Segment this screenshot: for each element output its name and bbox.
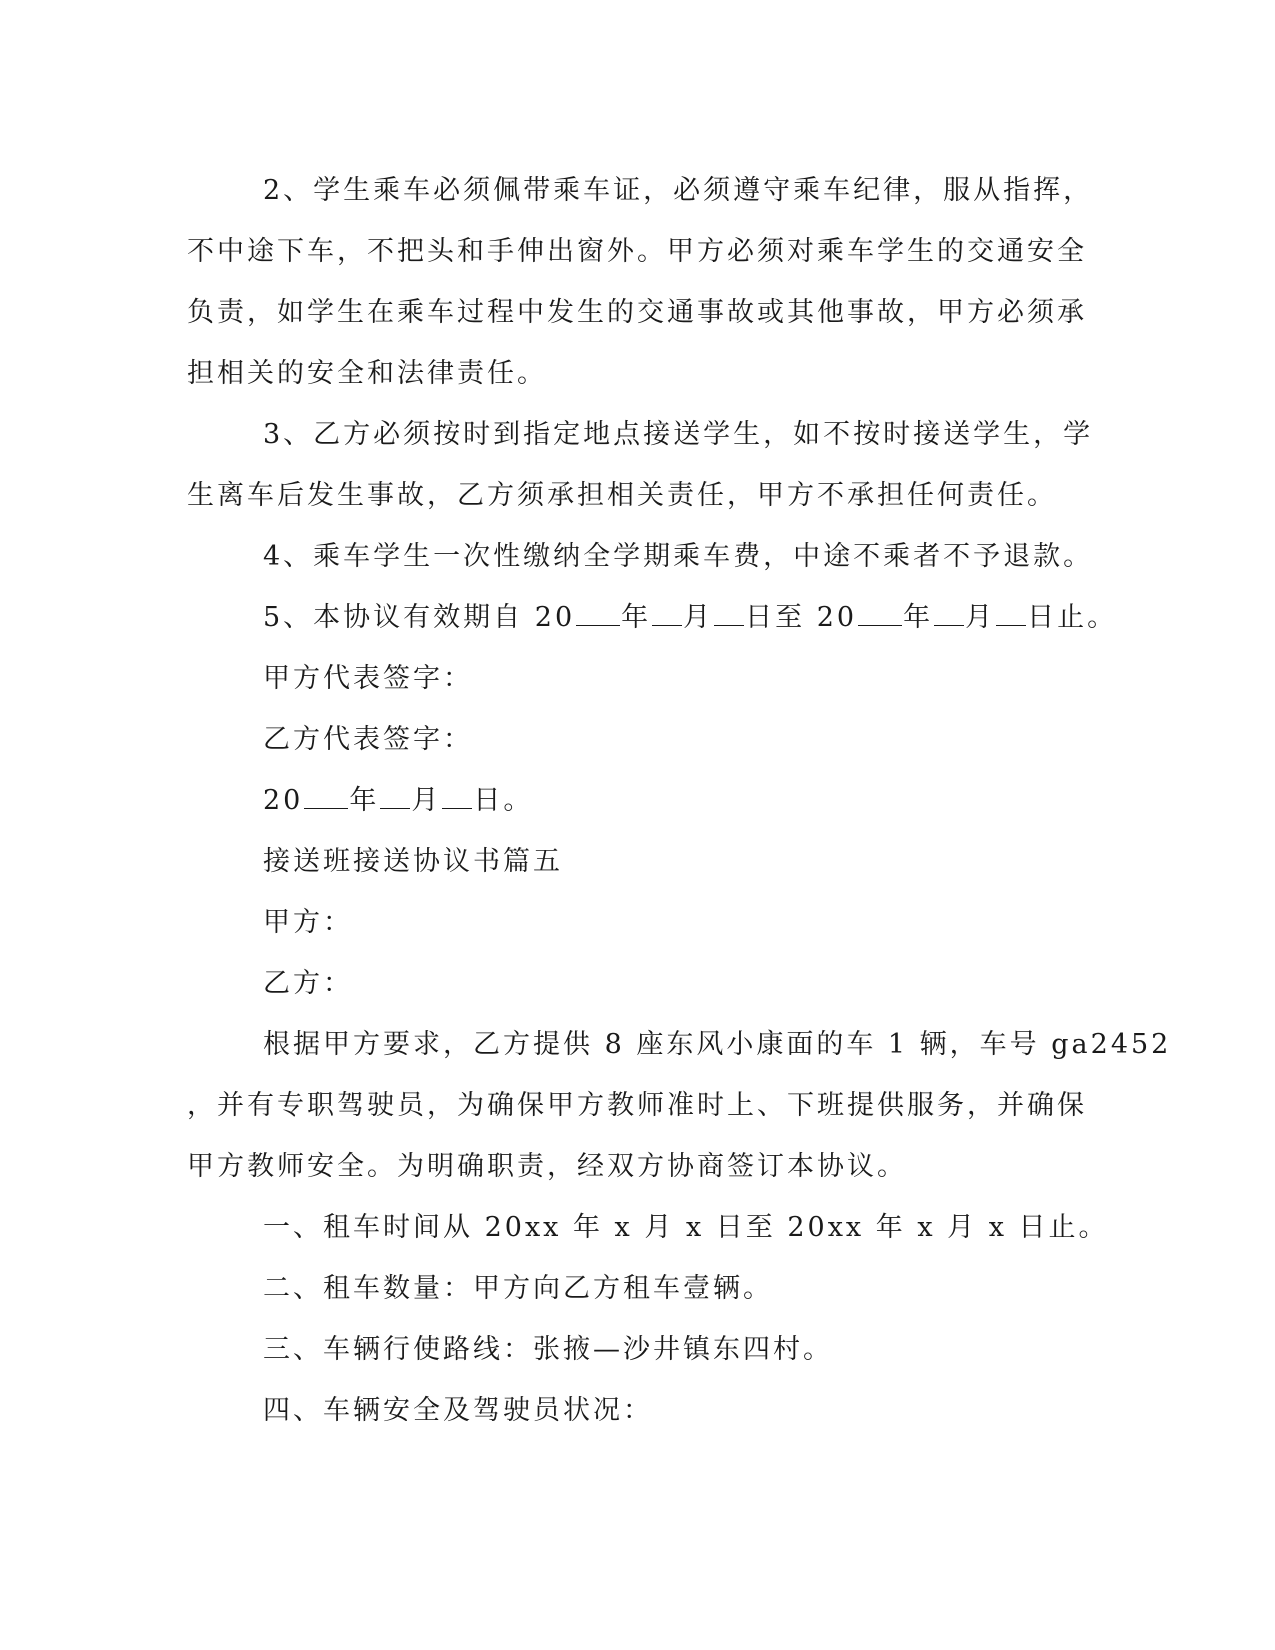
date-month: 月 — [411, 785, 442, 816]
blank-year-end — [858, 595, 902, 626]
clause-4: 4、乘车学生一次性缴纳全学期乘车费，中途不乘者不予退款。 — [263, 541, 1094, 572]
blank-month-end — [934, 595, 964, 626]
party-a-label: 甲方： — [263, 907, 353, 938]
blank-date-year — [304, 778, 348, 809]
clause-5-validity — [187, 587, 1118, 648]
date-prefix: 20 — [263, 785, 304, 816]
clause-2-line-1: 2、学生乘车必须佩带乘车证，必须遵守乘车纪律，服从指挥， — [263, 175, 1094, 206]
intro-line-2: ，并有专职驾驶员，为确保甲方教师准时上、下班提供服务，并确保 — [187, 1090, 1087, 1121]
blank-day-start — [714, 595, 744, 626]
item-rental-quantity: 二、租车数量：甲方向乙方租车壹辆。 — [263, 1273, 773, 1304]
validity-month-end: 月 — [965, 602, 996, 633]
blank-month-start — [652, 595, 682, 626]
party-b-label: 乙方： — [263, 968, 353, 999]
intro-line-1: 根据甲方要求，乙方提供 8 座东风小康面的车 1 辆，车号 ga2452 — [263, 1029, 1172, 1060]
validity-year-start: 年 — [621, 602, 652, 633]
blank-date-month — [380, 778, 410, 809]
blank-day-end — [996, 595, 1026, 626]
blank-date-day — [442, 778, 472, 809]
section-title: 接送班接送协议书篇五 — [263, 846, 563, 877]
blank-year-start — [576, 595, 620, 626]
clause-3-line-2: 生离车后发生事故，乙方须承担相关责任，甲方不承担任何责任。 — [187, 480, 1057, 511]
item-vehicle-safety: 四、车辆安全及驾驶员状况： — [263, 1395, 653, 1426]
validity-month-start: 月 — [683, 602, 714, 633]
document-body — [187, 160, 1172, 1441]
date-day: 日。 — [473, 785, 534, 816]
intro-line-3: 甲方教师安全。为明确职责，经双方协商签订本协议。 — [187, 1151, 907, 1182]
clause-2-line-2: 不中途下车，不把头和手伸出窗外。甲方必须对乘车学生的交通安全 — [187, 236, 1087, 267]
validity-day-to: 日至 20 — [745, 602, 858, 633]
signature-date — [187, 770, 1067, 831]
clause-2-line-4: 担相关的安全和法律责任。 — [187, 358, 547, 389]
clause-3-line-1: 3、乙方必须按时到指定地点接送学生，如不按时接送学生，学 — [263, 419, 1094, 450]
validity-year-end: 年 — [903, 602, 934, 633]
validity-day-end: 日止。 — [1027, 602, 1118, 633]
clause-2-line-3: 负责，如学生在乘车过程中发生的交通事故或其他事故，甲方必须承 — [187, 297, 1087, 328]
party-a-signature: 甲方代表签字： — [263, 663, 473, 694]
party-b-signature: 乙方代表签字： — [263, 724, 473, 755]
item-rental-period: 一、租车时间从 20xx 年 x 月 x 日至 20xx 年 x 月 x 日止。 — [263, 1212, 1109, 1243]
validity-prefix: 5、本协议有效期自 20 — [263, 602, 576, 633]
item-route: 三、车辆行使路线：张掖—沙井镇东四村。 — [263, 1334, 833, 1365]
date-year: 年 — [349, 785, 380, 816]
